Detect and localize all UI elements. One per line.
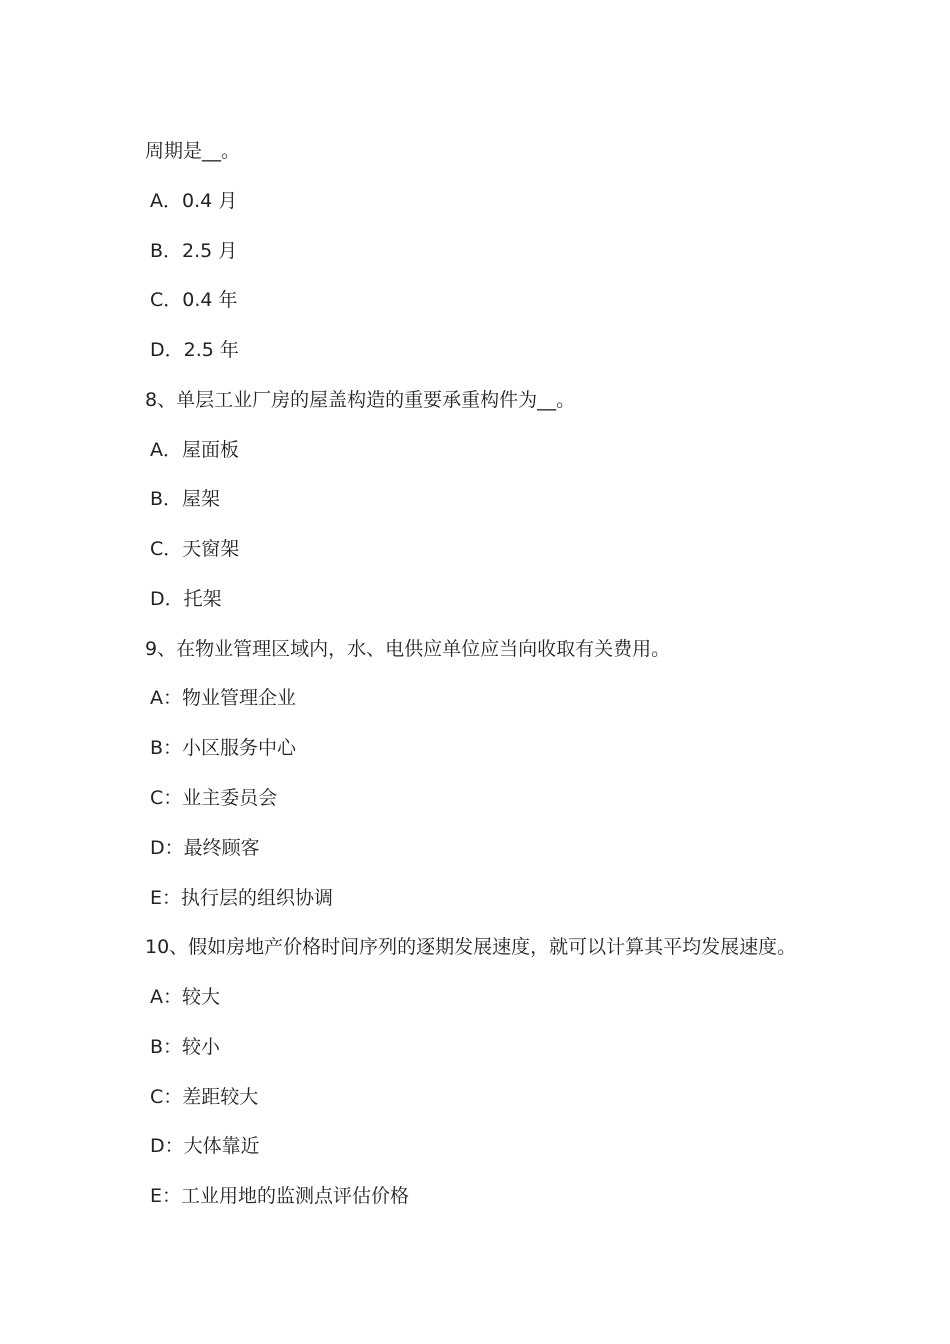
question-8: 8、单层工业厂房的屋盖构造的重要承重构件为__。	[145, 389, 576, 411]
option-8-a: A．屋面板	[150, 439, 239, 461]
option-8-b: B．屋架	[150, 488, 221, 510]
option-10-c: C：差距较大	[150, 1086, 259, 1108]
option-10-d: D：大体靠近	[150, 1135, 260, 1157]
option-9-d: D：最终顾客	[150, 837, 260, 859]
option-8-c: C．天窗架	[150, 538, 240, 560]
question-9: 9、在物业管理区域内，水、电供应单位应当向收取有关费用。	[145, 638, 671, 660]
option-10-e: E：工业用地的监测点评估价格	[150, 1185, 410, 1207]
question-10: 10、假如房地产价格时间序列的逐期发展速度，就可以计算其平均发展速度。	[145, 936, 797, 958]
option-9-a: A：物业管理企业	[150, 687, 296, 709]
option-7-a: A．0.4 月	[150, 190, 238, 212]
option-10-b: B：较小	[150, 1036, 221, 1058]
option-7-b: B．2.5 月	[150, 240, 238, 262]
question-7-stem-continued: 周期是__。	[145, 140, 241, 162]
option-9-b: B：小区服务中心	[150, 737, 297, 759]
option-9-c: C：业主委员会	[150, 787, 278, 809]
option-10-a: A：较大	[150, 986, 220, 1008]
option-7-c: C．0.4 年	[150, 289, 238, 311]
option-7-d: D．2.5 年	[150, 339, 239, 361]
option-9-e: E：执行层的组织协调	[150, 887, 334, 909]
option-8-d: D．托架	[150, 588, 222, 610]
